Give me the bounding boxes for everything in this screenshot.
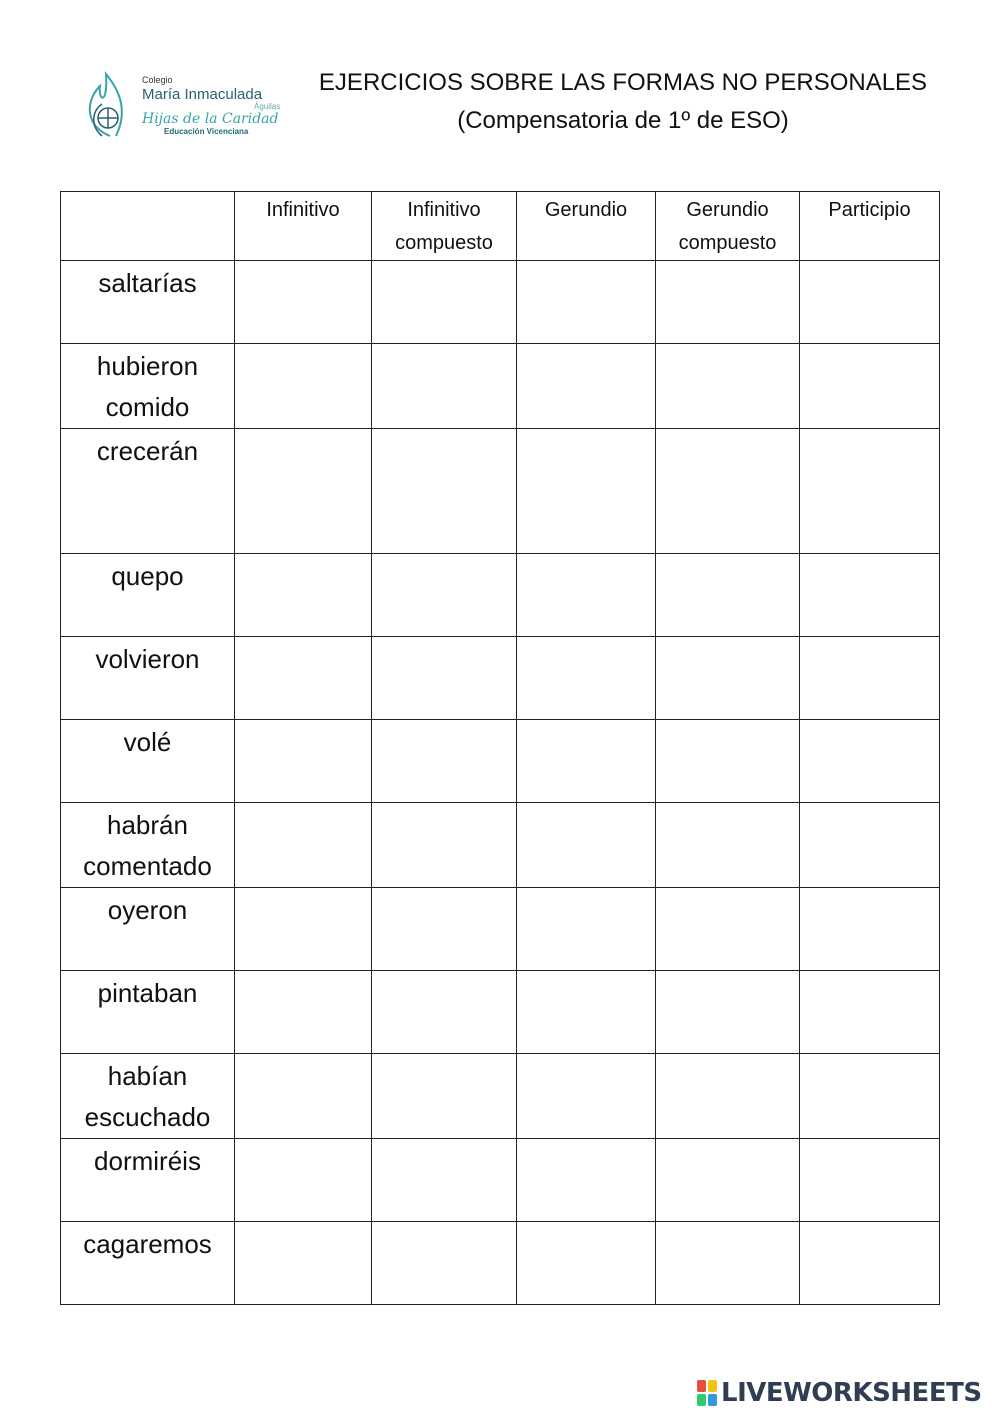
table-header-row <box>61 192 940 261</box>
answer-cell-gerundio[interactable] <box>517 971 656 1054</box>
verb-cell: pintaban <box>61 971 235 1054</box>
answer-cell-infinitivo-compuesto[interactable] <box>372 429 517 554</box>
wm-block <box>697 1380 706 1392</box>
verb-cell: saltarías <box>61 261 235 344</box>
answer-cell-gerundio-compuesto[interactable] <box>656 1222 800 1305</box>
school-logo <box>80 66 290 144</box>
table-row <box>61 1054 940 1139</box>
answer-cell-gerundio[interactable] <box>517 261 656 344</box>
answer-cell-gerundio-compuesto[interactable] <box>656 888 800 971</box>
answer-cell-infinitivo-compuesto[interactable] <box>372 1054 517 1139</box>
table-row <box>61 554 940 637</box>
verb-cell: dormiréis <box>61 1139 235 1222</box>
answer-cell-participio[interactable] <box>800 554 940 637</box>
table-row <box>61 637 940 720</box>
verb-cell: cagaremos <box>61 1222 235 1305</box>
answer-cell-participio[interactable] <box>800 429 940 554</box>
table-row <box>61 720 940 803</box>
answer-cell-infinitivo-compuesto[interactable] <box>372 720 517 803</box>
answer-cell-gerundio-compuesto[interactable] <box>656 1139 800 1222</box>
logo-town: Águilas <box>254 102 281 111</box>
exercise-table <box>60 191 940 1305</box>
answer-cell-infinitivo[interactable] <box>235 554 372 637</box>
answer-cell-infinitivo-compuesto[interactable] <box>372 971 517 1054</box>
wm-block <box>697 1394 706 1406</box>
answer-cell-participio[interactable] <box>800 1222 940 1305</box>
logo-script-text: Hijas de la Caridad <box>142 111 279 127</box>
wm-block <box>708 1380 717 1392</box>
answer-cell-infinitivo[interactable] <box>235 637 372 720</box>
answer-cell-gerundio[interactable] <box>517 554 656 637</box>
answer-cell-gerundio[interactable] <box>517 720 656 803</box>
worksheet-header <box>300 64 946 140</box>
answer-cell-infinitivo-compuesto[interactable] <box>372 888 517 971</box>
column-header-gerundio: Gerundio <box>517 192 656 261</box>
answer-cell-gerundio-compuesto[interactable] <box>656 261 800 344</box>
table-row <box>61 1139 940 1222</box>
answer-cell-gerundio[interactable] <box>517 888 656 971</box>
verb-cell: hubieron comido <box>61 344 235 429</box>
worksheet-subtitle: (Compensatoria de 1º de ESO) <box>457 107 789 134</box>
answer-cell-infinitivo-compuesto[interactable] <box>372 344 517 429</box>
wm-block <box>708 1394 717 1406</box>
answer-cell-gerundio-compuesto[interactable] <box>656 1054 800 1139</box>
answer-cell-infinitivo-compuesto[interactable] <box>372 1222 517 1305</box>
answer-cell-infinitivo-compuesto[interactable] <box>372 1139 517 1222</box>
answer-cell-infinitivo-compuesto[interactable] <box>372 803 517 888</box>
answer-cell-gerundio[interactable] <box>517 344 656 429</box>
answer-cell-participio[interactable] <box>800 803 940 888</box>
answer-cell-infinitivo[interactable] <box>235 1054 372 1139</box>
answer-cell-infinitivo[interactable] <box>235 888 372 971</box>
verb-cell: habrán comentado <box>61 803 235 888</box>
answer-cell-participio[interactable] <box>800 971 940 1054</box>
answer-cell-gerundio[interactable] <box>517 1054 656 1139</box>
liveworksheets-watermark <box>697 1378 982 1408</box>
answer-cell-infinitivo[interactable] <box>235 720 372 803</box>
verb-cell: crecerán <box>61 429 235 554</box>
answer-cell-infinitivo[interactable] <box>235 971 372 1054</box>
answer-cell-participio[interactable] <box>800 261 940 344</box>
answer-cell-gerundio[interactable] <box>517 637 656 720</box>
answer-cell-participio[interactable] <box>800 344 940 429</box>
flame-cross-icon <box>80 66 144 138</box>
answer-cell-participio[interactable] <box>800 1054 940 1139</box>
answer-cell-participio[interactable] <box>800 888 940 971</box>
verb-cell: oyeron <box>61 888 235 971</box>
table-row <box>61 803 940 888</box>
answer-cell-gerundio[interactable] <box>517 1222 656 1305</box>
table-row <box>61 429 940 554</box>
answer-cell-infinitivo[interactable] <box>235 261 372 344</box>
column-header-infinitivo-compuesto: Infinitivo compuesto <box>372 192 517 261</box>
answer-cell-infinitivo-compuesto[interactable] <box>372 637 517 720</box>
liveworksheets-logo-icon <box>697 1380 717 1406</box>
answer-cell-infinitivo[interactable] <box>235 803 372 888</box>
answer-cell-gerundio-compuesto[interactable] <box>656 803 800 888</box>
answer-cell-gerundio-compuesto[interactable] <box>656 971 800 1054</box>
column-header-gerundio-compuesto: Gerundio compuesto <box>656 192 800 261</box>
answer-cell-gerundio-compuesto[interactable] <box>656 637 800 720</box>
table-body <box>61 261 940 1305</box>
table-row <box>61 344 940 429</box>
answer-cell-gerundio-compuesto[interactable] <box>656 429 800 554</box>
answer-cell-gerundio-compuesto[interactable] <box>656 344 800 429</box>
answer-cell-participio[interactable] <box>800 720 940 803</box>
verb-cell: volvieron <box>61 637 235 720</box>
answer-cell-infinitivo[interactable] <box>235 1139 372 1222</box>
answer-cell-infinitivo[interactable] <box>235 429 372 554</box>
answer-cell-infinitivo[interactable] <box>235 344 372 429</box>
column-header-participio: Participio <box>800 192 940 261</box>
answer-cell-infinitivo-compuesto[interactable] <box>372 554 517 637</box>
logo-subtitle: Educación Vicenciana <box>164 127 249 136</box>
logo-small-text: Colegio <box>142 75 173 85</box>
column-header-infinitivo: Infinitivo <box>235 192 372 261</box>
answer-cell-infinitivo[interactable] <box>235 1222 372 1305</box>
answer-cell-gerundio-compuesto[interactable] <box>656 554 800 637</box>
table-row <box>61 971 940 1054</box>
answer-cell-gerundio[interactable] <box>517 803 656 888</box>
answer-cell-gerundio-compuesto[interactable] <box>656 720 800 803</box>
answer-cell-participio[interactable] <box>800 1139 940 1222</box>
table-row <box>61 1222 940 1305</box>
answer-cell-gerundio[interactable] <box>517 1139 656 1222</box>
answer-cell-participio[interactable] <box>800 637 940 720</box>
verb-cell: habían escuchado <box>61 1054 235 1139</box>
answer-cell-infinitivo-compuesto[interactable] <box>372 261 517 344</box>
table-row <box>61 888 940 971</box>
column-header-verb <box>61 192 235 261</box>
verb-cell: quepo <box>61 554 235 637</box>
logo-school-name: María Inmaculada <box>142 86 263 103</box>
worksheet-title: EJERCICIOS SOBRE LAS FORMAS NO PERSONALES <box>318 69 928 96</box>
table-row <box>61 261 940 344</box>
liveworksheets-text: LIVEWORKSHEETS <box>721 1378 982 1408</box>
verb-cell: volé <box>61 720 235 803</box>
answer-cell-gerundio[interactable] <box>517 429 656 554</box>
